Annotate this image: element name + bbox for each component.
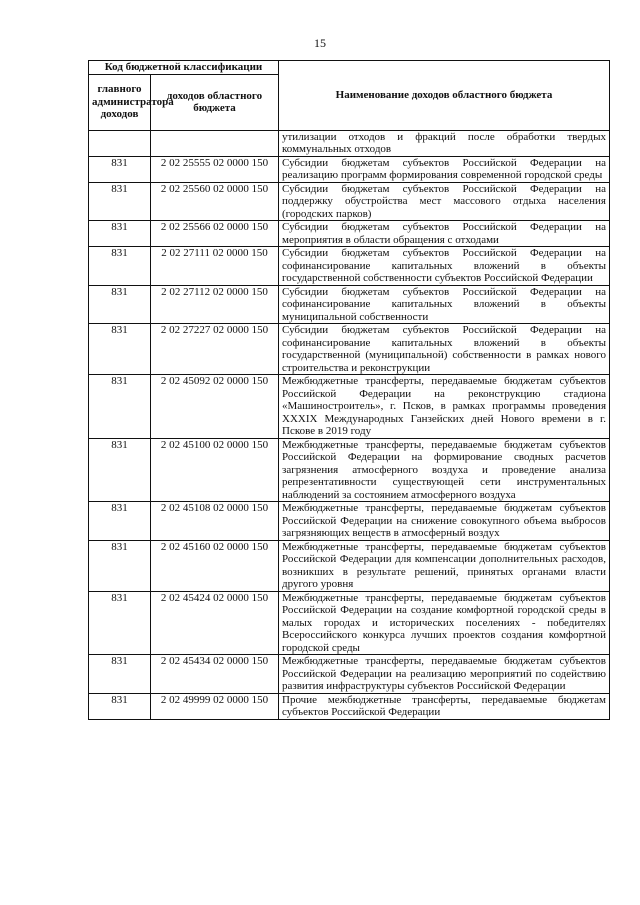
table-cell-name: Субсидии бюджетам субъектов Российской Федерации на поддержку обустройства мест массового отдыха населения (городских парков): [279, 182, 610, 221]
table-cell-name: Субсидии бюджетам субъектов Российской Федерации на реализацию программ формирования современной городской среды: [279, 156, 610, 182]
table-cell-code: 2 02 27111 02 0000 150: [151, 247, 279, 286]
table-row: [89, 591, 610, 655]
table-cell-code: 2 02 49999 02 0000 150: [151, 693, 279, 719]
table-row: [89, 693, 610, 719]
table-row: [89, 247, 610, 286]
table-cell-name: Субсидии бюджетам субъектов Российской Федерации на софинансирование капитальных вложений в объекты муниципальной собственности: [279, 285, 610, 324]
table-cell-name: Межбюджетные трансферты, передаваемые бюджетам субъектов Российской Федерации на создание комфортной городской среды в малых городах и исторических поселениях - победителях Всероссийского конкурса лучших проектов создания комфортной городской среды: [279, 591, 610, 655]
table-cell-code: 2 02 27227 02 0000 150: [151, 324, 279, 375]
table-cell-name: Прочие межбюджетные трансферты, передаваемые бюджетам субъектов Российской Федерации: [279, 693, 610, 719]
table-row-continuation: [89, 130, 610, 156]
table-cell-name: Межбюджетные трансферты, передаваемые бюджетам субъектов Российской Федерации на реализацию мероприятий по содействию развития инфраструктуры субъектов Российской Федерации: [279, 655, 610, 694]
table-cell-code: 2 02 45108 02 0000 150: [151, 502, 279, 541]
table-row: [89, 285, 610, 324]
table-cell-admin: 831: [89, 438, 151, 502]
table-cell-code: 2 02 27112 02 0000 150: [151, 285, 279, 324]
table-cell-admin: 831: [89, 285, 151, 324]
table-cell-name: Субсидии бюджетам субъектов Российской Федерации на софинансирование капитальных вложений в объекты государственной собственности субъектов Российской Федерации: [279, 247, 610, 286]
page-number: 15: [314, 36, 326, 50]
header-budget-classification: Код бюджетной классификации: [89, 61, 279, 75]
table-cell-code: 2 02 45160 02 0000 150: [151, 540, 279, 591]
table-cell-name: утилизации отходов и фракций после обработки твердых коммунальных отходов: [279, 130, 610, 156]
table-cell-admin: [89, 130, 151, 156]
table-cell-admin: 831: [89, 655, 151, 694]
revenue-code-table: [88, 60, 610, 720]
table-cell-admin: 831: [89, 182, 151, 221]
table-row: [89, 156, 610, 182]
table-cell-admin: 831: [89, 591, 151, 655]
table-row: [89, 182, 610, 221]
header-regional-revenue-code: доходов областного бюджета: [151, 74, 279, 130]
table-cell-code: [151, 130, 279, 156]
table-row: [89, 655, 610, 694]
table-row: [89, 324, 610, 375]
table-row: [89, 375, 610, 439]
table-cell-name: Межбюджетные трансферты, передаваемые бюджетам субъектов Российской Федерации на снижение совокупного объема выбросов загрязняющих веществ в атмосферный воздух: [279, 502, 610, 541]
table-cell-admin: 831: [89, 324, 151, 375]
header-revenue-name: Наименование доходов областного бюджета: [279, 61, 610, 131]
table-cell-admin: 831: [89, 375, 151, 439]
table-cell-admin: 831: [89, 221, 151, 247]
table-cell-admin: 831: [89, 693, 151, 719]
table-cell-code: 2 02 25560 02 0000 150: [151, 182, 279, 221]
table-cell-code: 2 02 25555 02 0000 150: [151, 156, 279, 182]
table-cell-code: 2 02 45434 02 0000 150: [151, 655, 279, 694]
table-cell-code: 2 02 45100 02 0000 150: [151, 438, 279, 502]
table-cell-name: Субсидии бюджетам субъектов Российской Федерации на софинансирование капитальных вложений в объекты государственной (муниципальной) собственности в рамках нового строительства и реконструкции: [279, 324, 610, 375]
table-cell-admin: 831: [89, 247, 151, 286]
table-cell-code: 2 02 45092 02 0000 150: [151, 375, 279, 439]
table-cell-name: Межбюджетные трансферты, передаваемые бюджетам субъектов Российской Федерации на формирование сводных расчетов загрязнения атмосферного воздуха и проведение анализа репрезентативности существующей сети инструментальных наблюдений за состоянием атмосферного воздуха: [279, 438, 610, 502]
table-row: [89, 438, 610, 502]
table-cell-admin: 831: [89, 540, 151, 591]
table-cell-name: Межбюджетные трансферты, передаваемые бюджетам субъектов Российской Федерации для компенсации дополнительных расходов, возникших в результате решений, принятых органами власти другого уровня: [279, 540, 610, 591]
table-cell-code: 2 02 25566 02 0000 150: [151, 221, 279, 247]
table-row: [89, 221, 610, 247]
table-cell-admin: 831: [89, 156, 151, 182]
header-main-administrator: главного администратора доходов: [89, 74, 151, 130]
table-row: [89, 540, 610, 591]
table-row: [89, 502, 610, 541]
table-cell-name: Межбюджетные трансферты, передаваемые бюджетам субъектов Российской Федерации на реконструкцию стадиона «Машиностроитель», г. Псков, в рамках программы проведения XXXIX Международных Ганзейских дней Нового времени в г. Пскове в 2019 году: [279, 375, 610, 439]
table-cell-code: 2 02 45424 02 0000 150: [151, 591, 279, 655]
table-cell-admin: 831: [89, 502, 151, 541]
table-cell-name: Субсидии бюджетам субъектов Российской Федерации на мероприятия в области обращения с отходами: [279, 221, 610, 247]
